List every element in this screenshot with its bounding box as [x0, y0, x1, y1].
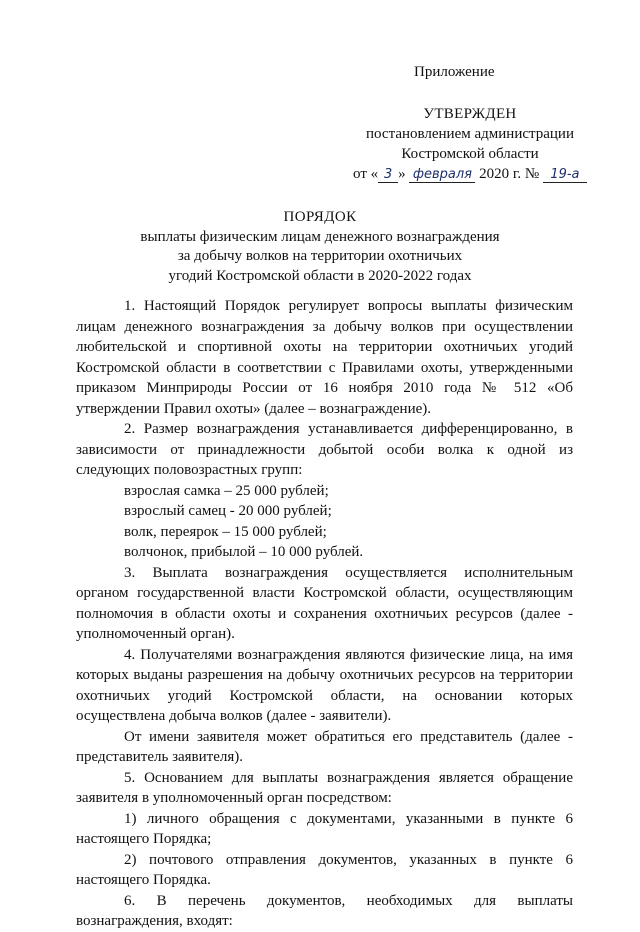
list-item-female: взрослая самка – 25 000 рублей; [124, 482, 329, 499]
date-mid: » [398, 166, 406, 182]
list-item-male: взрослый самец - 20 000 рублей; [124, 503, 332, 519]
paragraph-3: 3. Выплата вознаграждения осуществляется исполнительным органом государственной власти Костромской области, осуществляющим полномочия в области охоты и сохранения охотничьих ресурсов (далее - уполномоченный орган). [76, 564, 573, 642]
list-item-cub: волчонок, прибылой – 10 000 рублей. [124, 544, 364, 560]
paragraph-6: 6. В перечень документов, необходимых для выплаты вознаграждения, входят: [76, 892, 573, 929]
paragraph-5: 5. Основанием для выплаты вознаграждения является обращение заявителя в уполномоченный орган посредством: [76, 769, 573, 806]
document-body [76, 296, 573, 932]
document-title: ПОРЯДОК [283, 209, 357, 225]
paragraph-4: 4. Получателями вознаграждения являются физические лица, на имя которых выданы разрешения на добычу охотничьих ресурсов на территории охотничьих угодий Костромской области, на основании которых осуществлена добыча волков (далее - заявители). [76, 646, 573, 724]
date-day-handwritten: 3 [378, 167, 398, 183]
approval-date-line [345, 164, 595, 184]
document-subtitle-line2: за добычу волков на территории охотничьих [177, 248, 463, 264]
document-subtitle-line3: угодий Костромской области в 2020-2022 годах [168, 267, 472, 284]
appendix-label: Приложение [414, 64, 495, 80]
document-heading [100, 208, 540, 286]
paragraph-2: 2. Размер вознаграждения устанавливается дифференцированно, в зависимости от принадлежности добытой особи волка к одной из следующих половозрастных групп: [76, 421, 573, 478]
approval-block [345, 104, 595, 184]
paragraph-1: 1. Настоящий Порядок регулирует вопросы выплаты физическим лицам денежного вознаграждения за добычу волков при осуществлении любительской и спортивной охоты на территории охотничьих угодий Костромской области в соответствии с Правилами охоты, утвержденными приказом Минприроды России от 16 ноября 2010 года № 512 «Об утверждении Правил охоты» (далее – вознаграждение). [76, 298, 573, 417]
approved-by-line1: постановлением администрации [366, 126, 574, 142]
paragraph-representative: От имени заявителя может обратиться его представитель (далее - представитель заявителя). [76, 728, 573, 765]
date-prefix: от « [353, 166, 379, 182]
paragraph-5-item-2: 2) почтового отправления документов, указанных в пункте 6 настоящего Порядка. [76, 851, 573, 888]
list-item-yearling: волк, переярок – 15 000 рублей; [124, 523, 327, 540]
document-subtitle-line1: выплаты физическим лицам денежного вознаграждения [140, 228, 500, 245]
approved-by-line2: Костромской области [401, 146, 539, 162]
doc-number-handwritten: 19-а [543, 167, 587, 183]
paragraph-5-item-1: 1) личного обращения с документами, указанными в пункте 6 настоящего Порядка; [76, 810, 573, 847]
approved-title: УТВЕРЖДЕН [423, 106, 517, 122]
date-year: 2020 г. № [479, 166, 540, 182]
date-month-handwritten: февраля [409, 167, 475, 183]
